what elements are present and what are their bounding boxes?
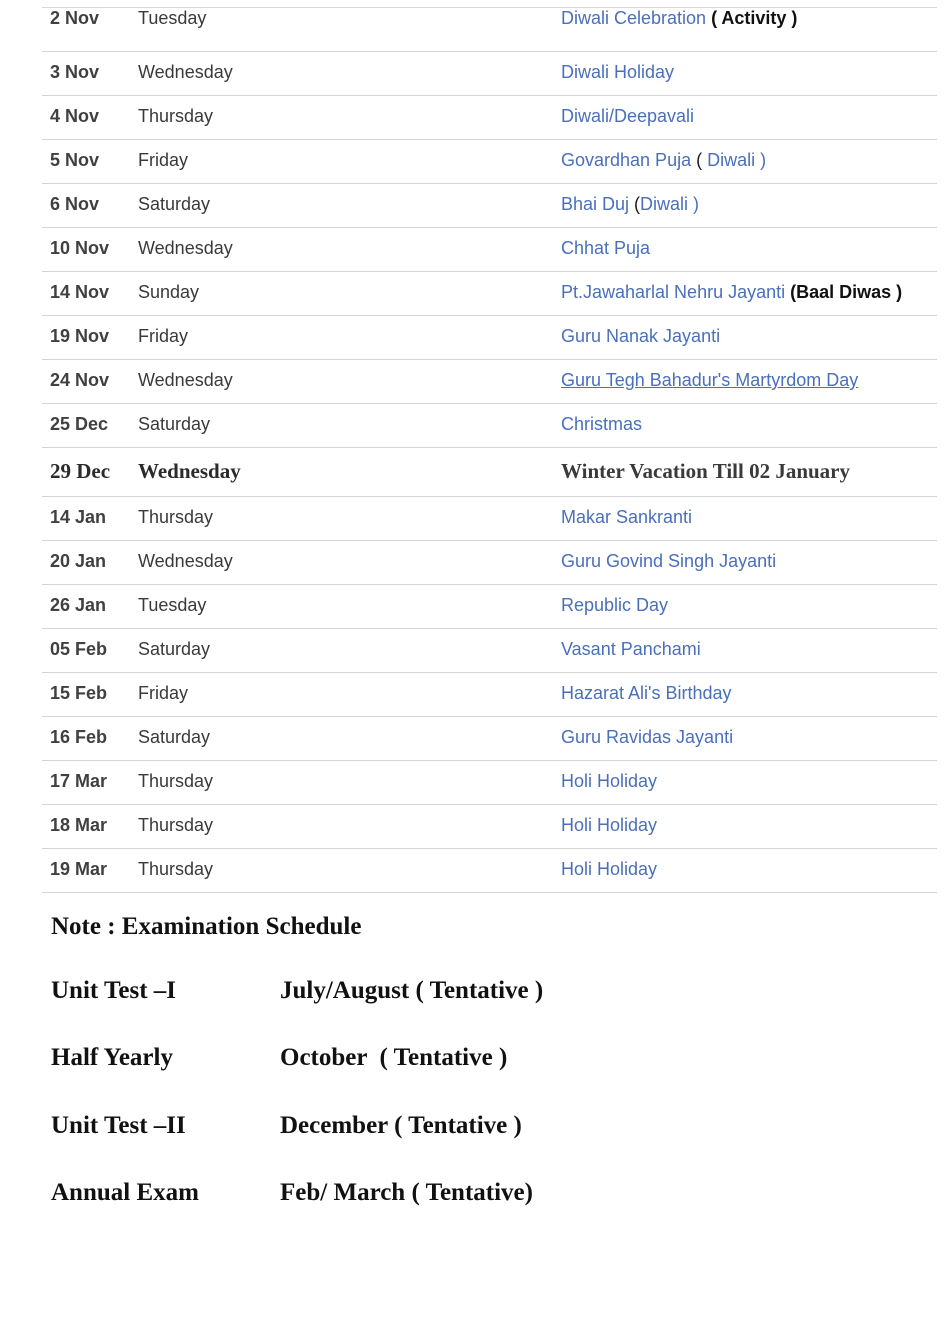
exam-row bbox=[51, 1179, 911, 1213]
table-row bbox=[42, 673, 937, 717]
holiday-link[interactable]: Hazarat Ali's Birthday bbox=[561, 683, 732, 703]
holiday-link[interactable]: Bhai Duj bbox=[561, 194, 630, 214]
holiday-date: 14 Jan bbox=[50, 507, 107, 527]
holiday-link[interactable]: Diwali/Deepavali bbox=[561, 106, 695, 126]
holiday-link[interactable]: Chhat Puja bbox=[561, 238, 651, 258]
holiday-event bbox=[561, 727, 733, 747]
holiday-event bbox=[561, 414, 642, 434]
holiday-table bbox=[42, 7, 937, 893]
holiday-day: Wednesday bbox=[138, 238, 233, 258]
exam-name: Unit Test –I bbox=[51, 977, 177, 1004]
holiday-event bbox=[561, 238, 650, 258]
holiday-link[interactable]: Guru Govind Singh Jayanti bbox=[561, 551, 777, 571]
holiday-link[interactable]: Guru Nanak Jayanti bbox=[561, 326, 721, 346]
holiday-date: 19 Mar bbox=[50, 859, 108, 879]
holiday-event bbox=[561, 815, 657, 835]
holiday-day: Tuesday bbox=[138, 8, 207, 28]
holiday-date: 10 Nov bbox=[50, 238, 110, 258]
holiday-event: Winter Vacation Till 02 January bbox=[561, 459, 851, 483]
exam-period: December ( Tentative ) bbox=[280, 1112, 522, 1139]
table-row bbox=[42, 360, 937, 404]
holiday-event bbox=[561, 595, 668, 615]
holiday-event bbox=[561, 194, 699, 214]
holiday-date: 26 Jan bbox=[50, 595, 107, 615]
holiday-event bbox=[561, 106, 694, 126]
holiday-link[interactable]: Pt.Jawaharlal Nehru Jayanti bbox=[561, 282, 786, 302]
table-row bbox=[42, 140, 937, 184]
table-row bbox=[42, 272, 937, 316]
holiday-date: 17 Mar bbox=[50, 771, 108, 791]
holiday-event bbox=[561, 370, 858, 390]
holiday-link-secondary[interactable]: Diwali ) bbox=[707, 150, 767, 170]
holiday-date: 6 Nov bbox=[50, 194, 100, 214]
holiday-date: 18 Mar bbox=[50, 815, 108, 835]
holiday-date: 19 Nov bbox=[50, 326, 110, 346]
table-row bbox=[42, 8, 937, 52]
holiday-link[interactable]: Holi Holiday bbox=[561, 771, 658, 791]
holiday-note: (Baal Diwas ) bbox=[785, 282, 903, 302]
holiday-day: Thursday bbox=[138, 507, 214, 527]
holiday-event bbox=[561, 150, 766, 170]
holiday-day: Sunday bbox=[138, 282, 200, 302]
holiday-date: 15 Feb bbox=[50, 683, 108, 703]
exam-period: October ( Tentative ) bbox=[280, 1044, 508, 1071]
table-row bbox=[42, 316, 937, 360]
table-row bbox=[42, 404, 937, 448]
holiday-date: 20 Jan bbox=[50, 551, 107, 571]
exam-name: Unit Test –II bbox=[51, 1112, 186, 1139]
holiday-day: Saturday bbox=[138, 194, 211, 214]
holiday-link[interactable]: Holi Holiday bbox=[561, 859, 658, 879]
exam-period: Feb/ March ( Tentative) bbox=[280, 1179, 533, 1206]
holiday-date: 5 Nov bbox=[50, 150, 100, 170]
holiday-event bbox=[561, 282, 902, 302]
holiday-day: Wednesday bbox=[138, 459, 241, 483]
holiday-note: ( Activity ) bbox=[706, 8, 798, 28]
holiday-day: Thursday bbox=[138, 771, 214, 791]
holiday-date: 25 Dec bbox=[50, 414, 109, 434]
exam-schedule-heading: Note : Examination Schedule bbox=[51, 913, 362, 940]
holiday-date: 16 Feb bbox=[50, 727, 108, 747]
exam-row bbox=[51, 977, 911, 1011]
exam-row bbox=[51, 1112, 911, 1146]
paren-open: ( bbox=[691, 150, 708, 170]
holiday-event bbox=[561, 62, 674, 82]
table-row bbox=[42, 585, 937, 629]
holiday-day: Thursday bbox=[138, 106, 214, 126]
table-row bbox=[42, 629, 937, 673]
table-row bbox=[42, 541, 937, 585]
holiday-link[interactable]: Guru Tegh Bahadur's Martyrdom Day bbox=[561, 370, 859, 390]
holiday-day: Thursday bbox=[138, 859, 214, 879]
table-row bbox=[42, 184, 937, 228]
holiday-event bbox=[561, 683, 732, 703]
holiday-event bbox=[561, 639, 701, 659]
holiday-link[interactable]: Govardhan Puja bbox=[561, 150, 692, 170]
holiday-event bbox=[561, 507, 692, 527]
table-row bbox=[42, 849, 937, 893]
holiday-date: 2 Nov bbox=[50, 8, 100, 28]
table-row bbox=[42, 228, 937, 272]
holiday-link[interactable]: Makar Sankranti bbox=[561, 507, 693, 527]
table-row bbox=[42, 717, 937, 761]
holiday-link[interactable]: Vasant Panchami bbox=[561, 639, 701, 659]
holiday-day: Thursday bbox=[138, 815, 214, 835]
exam-row bbox=[51, 1044, 911, 1078]
table-row bbox=[42, 96, 937, 140]
holiday-event bbox=[561, 551, 776, 571]
holiday-day: Friday bbox=[138, 683, 189, 703]
exam-name: Half Yearly bbox=[51, 1044, 173, 1071]
table-row bbox=[42, 52, 937, 96]
paren-open: ( bbox=[629, 194, 641, 214]
holiday-day: Saturday bbox=[138, 639, 211, 659]
holiday-link-secondary[interactable]: Diwali ) bbox=[640, 194, 700, 214]
table-row bbox=[42, 497, 937, 541]
holiday-date: 29 Dec bbox=[50, 459, 111, 483]
holiday-day: Wednesday bbox=[138, 62, 233, 82]
exam-name: Annual Exam bbox=[51, 1179, 199, 1206]
exam-period: July/August ( Tentative ) bbox=[280, 977, 544, 1004]
holiday-event bbox=[561, 326, 720, 346]
holiday-day: Saturday bbox=[138, 414, 211, 434]
holiday-link[interactable]: Guru Ravidas Jayanti bbox=[561, 727, 734, 747]
table-row bbox=[42, 761, 937, 805]
holiday-day: Tuesday bbox=[138, 595, 207, 615]
holiday-link[interactable]: Diwali Celebration bbox=[561, 8, 707, 28]
holiday-event bbox=[561, 859, 657, 879]
table-row bbox=[42, 448, 937, 497]
holiday-date: 14 Nov bbox=[50, 282, 110, 302]
holiday-link[interactable]: Holi Holiday bbox=[561, 815, 658, 835]
table-row bbox=[42, 805, 937, 849]
holiday-link[interactable]: Republic Day bbox=[561, 595, 669, 615]
holiday-date: 4 Nov bbox=[50, 106, 100, 126]
holiday-day: Wednesday bbox=[138, 370, 233, 390]
holiday-event bbox=[561, 771, 657, 791]
holiday-day: Saturday bbox=[138, 727, 211, 747]
holiday-event bbox=[561, 8, 797, 28]
holiday-date: 24 Nov bbox=[50, 370, 110, 390]
holiday-day: Wednesday bbox=[138, 551, 233, 571]
holiday-link[interactable]: Diwali Holiday bbox=[561, 62, 675, 82]
holiday-date: 05 Feb bbox=[50, 639, 108, 659]
holiday-day: Friday bbox=[138, 326, 189, 346]
holiday-day: Friday bbox=[138, 150, 189, 170]
holiday-link[interactable]: Christmas bbox=[561, 414, 643, 434]
holiday-date: 3 Nov bbox=[50, 62, 100, 82]
